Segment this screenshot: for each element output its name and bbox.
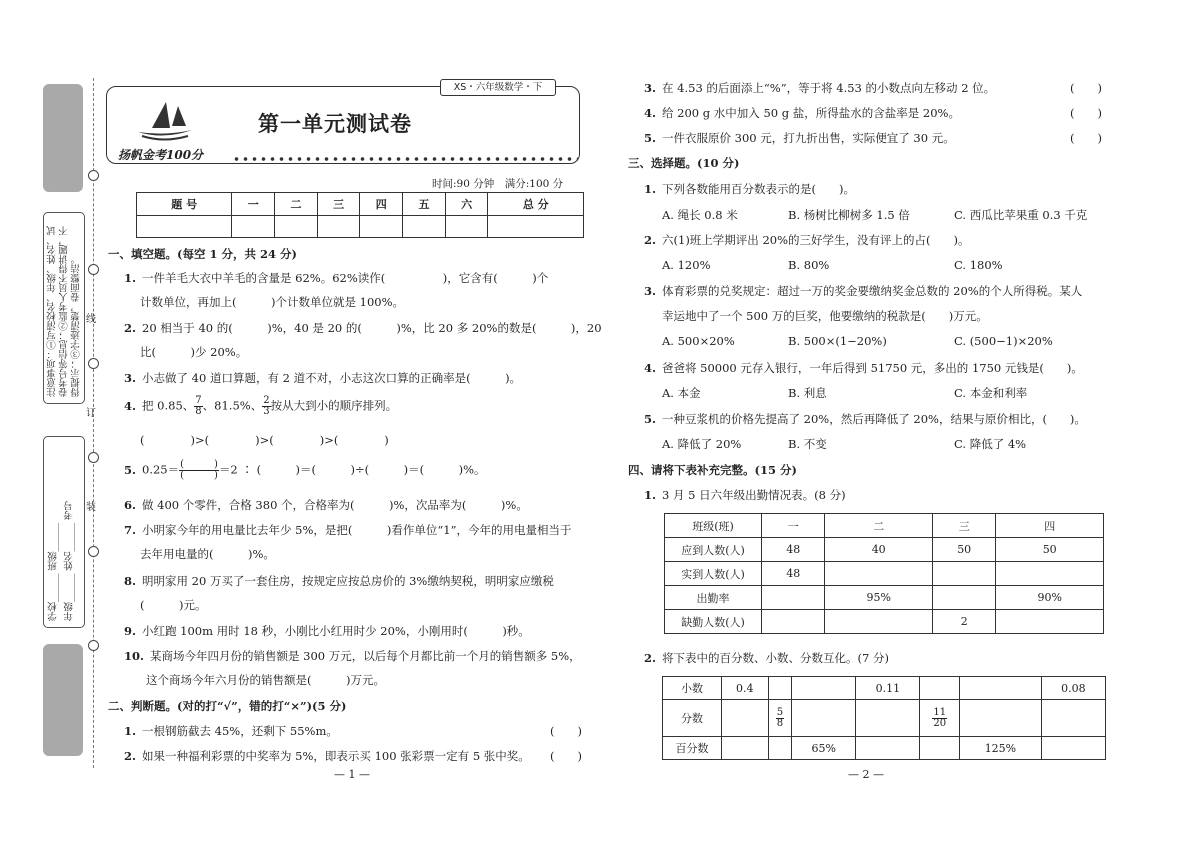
answer-cell[interactable] (996, 610, 1104, 634)
choice-5-option-b[interactable]: B. 不变 (788, 437, 827, 451)
row-label: 百分数 (663, 737, 722, 760)
student-info-box (43, 436, 85, 628)
table-cell: 三 (932, 514, 995, 538)
table-cell (920, 700, 960, 737)
score-cell[interactable] (275, 216, 318, 238)
table-row (665, 610, 1104, 634)
section-table: 四、请将下表补充完整。(15 分) (628, 463, 797, 477)
fraction: $\frac{2}{3}$ (263, 395, 270, 417)
table-cell: 125% (960, 737, 1042, 760)
table-row (663, 677, 1106, 700)
table-cell: 50 (996, 538, 1104, 562)
table-cell: 二 (825, 514, 933, 538)
table-row (665, 562, 1104, 586)
table-row (663, 700, 1106, 737)
table-cell: 缺勤人数(人) (665, 610, 762, 634)
choice-3-option-a[interactable]: A. 500×20% (662, 334, 735, 348)
judge-2-answer[interactable]: ( ) (550, 749, 582, 763)
judge-2: 2. 如果一种福利彩票的中奖率为 5%，即表示买 100 张彩票一定有 5 张中奖。 (124, 749, 530, 763)
answer-cell[interactable] (1041, 700, 1105, 737)
table-cell: 90% (996, 586, 1104, 610)
page-number-2: — 2 — (848, 768, 884, 781)
score-cell[interactable] (137, 216, 232, 238)
choice-5-option-c[interactable]: C. 降低了 4% (954, 437, 1027, 451)
answer-cell[interactable] (856, 700, 920, 737)
answer-cell[interactable] (856, 737, 920, 760)
score-header: 总 分 (488, 193, 584, 216)
table-cell: 0.4 (722, 677, 769, 700)
judge-3: 3. 在 4.53 的后面添上“%”，等于将 4.53 的小数点向左移动 2 位。 (644, 81, 996, 95)
table-cell: 48 (762, 538, 825, 562)
choice-4: 4. 爸爸将 50000 元存入银行，一年后得到 51750 元，多出的 1750 元钱是( )。 (644, 361, 1083, 375)
table-2-title: 2. 将下表中的百分数、小数、分数互化。(7 分) (644, 651, 889, 665)
choice-1-option-a[interactable]: A. 绳长 0.8 米 (662, 208, 738, 222)
row-label: 分数 (663, 700, 722, 737)
choice-1: 1. 下列各数能用百分数表示的是( )。 (644, 182, 855, 196)
question-9: 9. 小红跑 100m 用时 18 秒，小刚比小红用时少 20%，小刚用时( )秒。 (124, 624, 530, 638)
answer-cell[interactable] (1041, 737, 1105, 760)
answer-cell[interactable] (722, 700, 769, 737)
notice-box (43, 212, 85, 404)
section-choice: 三、选择题。(10 分) (628, 156, 740, 170)
table-cell: 应到人数(人) (665, 538, 762, 562)
question-4: 4. 把 0.85、 $\frac{7}{8}$ 、81.5%、 $\frac{2}{3}$ 按从大到小的顺序排列。 (124, 395, 398, 417)
answer-cell[interactable] (762, 610, 825, 634)
score-cell[interactable] (317, 216, 360, 238)
score-cell[interactable] (360, 216, 403, 238)
answer-cell[interactable] (996, 562, 1104, 586)
table-cell: 65% (792, 737, 856, 760)
choice-5-option-a[interactable]: A. 降低了 20% (662, 437, 742, 451)
question-5: 5. 0.25＝ $\frac{( )}{( )}$ ＝2 ∶ ( )＝( )÷( )＝( )%。 (124, 459, 486, 481)
answer-cell[interactable] (960, 677, 1042, 700)
question-2: 2. 20 相当于 40 的( )%，40 是 20 的( )%，比 20 多 20%的数是( )，20 (124, 321, 602, 335)
row-label: 小数 (663, 677, 722, 700)
binding-hole (88, 452, 99, 463)
brand-name: 扬帆金考100分 (118, 148, 204, 162)
choice-1-option-b[interactable]: B. 杨树比柳树多 1.5 倍 (788, 208, 910, 222)
school-field: 学校______ 班级______ (48, 522, 59, 621)
table-cell: 0.11 (856, 677, 920, 700)
answer-cell[interactable] (825, 562, 933, 586)
cut-mark: 装 (86, 502, 96, 513)
choice-2: 2. 六(1)班上学期评出 20%的三好学生，没有评上的占( )。 (644, 233, 970, 247)
choice-2-option-c[interactable]: C. 180% (954, 258, 1003, 272)
choice-3: 3. 体育彩票的兑奖规定：超过一万的奖金要缴纳奖金总数的 20%的个人所得税。某人 (644, 284, 1083, 298)
question-1-cont: 计数单位，再加上( )个计数单位就是 100%。 (140, 295, 405, 309)
table-cell: 一 (762, 514, 825, 538)
score-header: 二 (275, 193, 318, 216)
notice-text: 注意事项：①写清校名、年级、姓名、试卷考号等信息；②监考人员不得讲题，不得提示；③字迹清楚，卷面整洁。 (47, 226, 82, 397)
score-cell[interactable] (403, 216, 446, 238)
judge-1-answer[interactable]: ( ) (550, 724, 582, 738)
fraction: $\frac{7}{8}$ (195, 395, 202, 417)
judge-4-answer[interactable]: ( ) (1070, 106, 1102, 120)
choice-2-option-b[interactable]: B. 80% (788, 258, 830, 272)
answer-cell[interactable] (792, 677, 856, 700)
answer-cell[interactable] (920, 677, 960, 700)
judge-1: 1. 一根钢筋截去 45%，还剩下 55%m。 (124, 724, 338, 738)
score-header: 六 (445, 193, 488, 216)
binding-hole (88, 546, 99, 557)
score-cell[interactable] (232, 216, 275, 238)
judge-5: 5. 一件衣服原价 300 元，打九折出售，实际便宜了 30 元。 (644, 131, 955, 145)
cut-mark: 线 (86, 314, 96, 325)
table-cell: 四 (996, 514, 1104, 538)
answer-cell[interactable] (768, 677, 792, 700)
fraction: $\frac{11}{20}$ (933, 706, 947, 729)
question-7-cont: 去年用电量的( )%。 (140, 547, 275, 561)
cut-mark: 订 (86, 408, 96, 419)
table-cell: 0.08 (1041, 677, 1105, 700)
judge-3-answer[interactable]: ( ) (1070, 81, 1102, 95)
page-title: 第一单元测试卷 (258, 111, 412, 136)
fraction: $\frac{5}{8}$ (776, 706, 784, 729)
binding-hole (88, 640, 99, 651)
choice-5: 5. 一种豆浆机的价格先提高了 20%，然后再降低了 20%，结果与原价相比，( )。 (644, 412, 1086, 426)
table-cell: 2 (932, 610, 995, 634)
question-10-cont: 这个商场今年六月份的销售额是( )万元。 (146, 673, 385, 687)
table-cell: 40 (825, 538, 933, 562)
score-header: 五 (403, 193, 446, 216)
choice-4-option-b[interactable]: B. 利息 (788, 386, 827, 400)
answer-cell[interactable] (825, 610, 933, 634)
sailboat-logo (132, 96, 196, 144)
table-cell: 班级(班) (665, 514, 762, 538)
choice-3-option-b[interactable]: B. 500×(1−20%) (788, 334, 887, 348)
table-row (665, 538, 1104, 562)
answer-cell[interactable] (960, 700, 1042, 737)
answer-cell[interactable] (792, 700, 856, 737)
table-cell: 出勤率 (665, 586, 762, 610)
answer-cell[interactable] (722, 737, 769, 760)
judge-4: 4. 给 200 g 水中加入 50 g 盐，所得盐水的含盐率是 20%。 (644, 106, 960, 120)
conversion-table (662, 676, 1106, 760)
question-7: 7. 小明家今年的用电量比去年少 5%，是把( )看作单位“1”，今年的用电量相当于 (124, 523, 572, 537)
table-cell: 95% (825, 586, 933, 610)
table-cell (768, 700, 792, 737)
score-header: 四 (360, 193, 403, 216)
answer-cell[interactable] (920, 737, 960, 760)
question-2-cont: 比( )少 20%。 (140, 345, 248, 359)
star-divider (232, 156, 578, 162)
question-3: 3. 小志做了 40 道口算题，有 2 道不对，小志这次口算的正确率是( )。 (124, 371, 522, 385)
choice-2-option-a[interactable]: A. 120% (662, 258, 711, 272)
score-header: 一 (232, 193, 275, 216)
answer-cell[interactable] (762, 586, 825, 610)
page-number-1: — 1 — (334, 768, 370, 781)
question-10: 10. 某商场今年四月份的销售额是 300 万元，以后每个月都比前一个月的销售额多 5%， (124, 649, 581, 663)
fraction-blank[interactable]: $\frac{( )}{( )}$ (180, 459, 218, 481)
choice-4-option-c[interactable]: C. 本金和利率 (954, 386, 1028, 400)
score-cell[interactable] (445, 216, 488, 238)
binding-gray-block-bottom (43, 644, 83, 756)
score-header: 三 (317, 193, 360, 216)
score-cell[interactable] (488, 216, 584, 238)
table-cell: 48 (762, 562, 825, 586)
choice-3-option-c[interactable]: C. (500−1)×20% (954, 334, 1053, 348)
binding-cut-line (93, 78, 94, 768)
binding-hole (88, 264, 99, 275)
binding-hole (88, 358, 99, 369)
table-cell: 实到人数(人) (665, 562, 762, 586)
table-row (665, 586, 1104, 610)
table-row (663, 737, 1106, 760)
table-1-title: 1. 3 月 5 日六年级出勤情况表。(8 分) (644, 488, 846, 502)
judge-5-answer[interactable]: ( ) (1070, 131, 1102, 145)
choice-3-cont: 幸运地中了一个 500 万的巨奖，他要缴纳的税款是( )万元。 (662, 309, 988, 323)
answer-cell[interactable] (768, 737, 792, 760)
section-fill-blank: 一、填空题。(每空 1 分，共 24 分) (108, 247, 297, 261)
question-8: 8. 明明家用 20 万买了一套住房，按规定应按总房价的 3%缴纳契税，明明家应缴税 (124, 574, 554, 588)
time-info: 时间:90 分钟 满分:100 分 (432, 178, 564, 190)
score-table (136, 192, 584, 238)
question-8-cont: ( )元。 (140, 598, 207, 612)
section-true-false: 二、判断题。(对的打“√”，错的打“×”)(5 分) (108, 699, 347, 713)
score-header: 题 号 (137, 193, 232, 216)
answer-cell[interactable] (932, 586, 995, 610)
table-row (665, 514, 1104, 538)
header-tag: XS・六年级数学・下 (440, 79, 556, 96)
name-field: 年级______ 姓名______ 考号 (64, 500, 75, 621)
table-cell: 50 (932, 538, 995, 562)
question-6: 6. 做 400 个零件，合格 380 个，合格率为( )%，次品率为( )%。 (124, 498, 528, 512)
attendance-table (664, 513, 1104, 634)
choice-1-option-c[interactable]: C. 西瓜比苹果重 0.3 千克 (954, 208, 1088, 222)
question-4-answer[interactable]: ( )>( )>( )>( ) (140, 433, 389, 447)
answer-cell[interactable] (932, 562, 995, 586)
binding-gray-block-top (43, 84, 83, 192)
question-1: 1. 一件羊毛大衣中羊毛的含量是 62%。62%读作( )，它含有( )个 (124, 271, 549, 285)
choice-4-option-a[interactable]: A. 本金 (662, 386, 701, 400)
binding-hole (88, 170, 99, 181)
